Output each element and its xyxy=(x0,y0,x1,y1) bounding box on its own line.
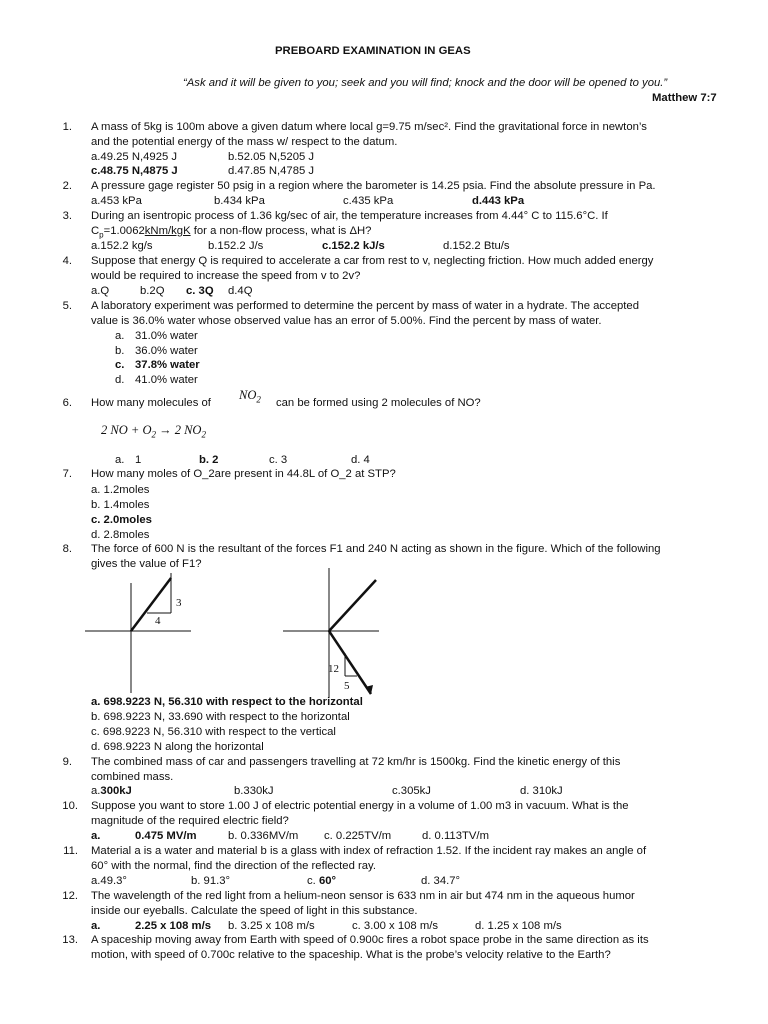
q6-choice-c: c. 3 xyxy=(269,454,288,466)
q12-choice-d: d. 1.25 x 108 m/s xyxy=(475,920,562,932)
q10-choice-d: d. 0.113TV/m xyxy=(422,830,489,842)
question-13-text-2: motion, with speed of 0.700c relative to the spaceship. What is the probe’s velocity relative to the Earth? xyxy=(91,949,611,961)
q4-choice-a: a.Q xyxy=(91,285,110,297)
q6-choice-d: d. 4 xyxy=(351,454,370,466)
q8-choice-a: a. 698.9223 N, 56.310 with respect to the horizontal xyxy=(91,696,363,708)
q7-choice-b: b. 1.4moles xyxy=(91,499,150,511)
question-13-text: A spaceship moving away from Earth with speed of 0.900c fires a robot space probe in the same direction as its xyxy=(91,934,649,946)
question-4-text-2: would be required to increase the speed from v to 2v? xyxy=(91,270,361,282)
question-8-number: 8. xyxy=(62,543,72,555)
question-4-number: 4. xyxy=(62,255,72,267)
q3-choice-d: d.152.2 Btu/s xyxy=(443,240,510,252)
q6-choice-b: b. 2 xyxy=(199,454,219,466)
question-1-text: A mass of 5kg is 100m above a given datum where local g=9.75 m/sec². Find the gravitational force in newton’s xyxy=(91,121,647,133)
question-1-number: 1. xyxy=(62,121,72,133)
question-9-number: 9. xyxy=(62,756,72,768)
q2-choice-d: d.443 kPa xyxy=(472,195,525,207)
q4-choice-c: c. 3Q xyxy=(186,285,214,297)
q1-choice-a: a.49.25 N,4925 J xyxy=(91,151,178,163)
q9-choice-c: c.305kJ xyxy=(392,785,431,797)
q11-choice-d: d. 34.7° xyxy=(421,875,461,887)
q1-choice-c: c.48.75 N,4875 J xyxy=(91,165,178,177)
q6-equation: 2 NO + $O_2 \to 2$ $NO_2$ xyxy=(101,423,206,440)
question-9-text-2: combined mass. xyxy=(91,771,174,783)
question-7-text: How many moles of O_2are present in 44.8L of O_2 at STP? xyxy=(91,468,396,480)
q5-choice-d-letter: d. xyxy=(115,374,125,386)
q9-choice-d: d. 310kJ xyxy=(520,785,563,797)
q6-formula: $NO_2$ xyxy=(239,388,261,405)
q5-choice-a: 31.0% water xyxy=(135,330,198,342)
fig-left-label-3: 3 xyxy=(176,597,182,609)
q9-choice-a: a.300kJ xyxy=(91,785,132,797)
q3-choice-c: c.152.2 kJ/s xyxy=(322,240,385,252)
q3-choice-a: a.152.2 kg/s xyxy=(91,240,153,252)
question-1-text-2: and the potential energy of the mass w/ respect to the datum. xyxy=(91,136,398,148)
question-11-text: Material a is a water and material b is a glass with index of refraction 1.52. If the incident ray makes an angle of xyxy=(91,845,647,857)
question-5-text: A laboratory experiment was performed to determine the percent by mass of water in a hydrate. The accepted xyxy=(91,300,639,312)
q10-choice-a-letter: a. xyxy=(91,830,101,842)
q5-choice-c: 37.8% water xyxy=(135,359,200,371)
question-4-text: Suppose that energy Q is required to accelerate a car from rest to v, neglecting friction. How much added energy xyxy=(91,255,654,267)
q8-choice-b: b. 698.9223 N, 33.690 with respect to the horizontal xyxy=(91,711,350,723)
force-diagram-right xyxy=(283,568,388,698)
q5-choice-d: 41.0% water xyxy=(135,374,198,386)
q6-choice-a-letter: a. xyxy=(115,454,125,466)
question-6-number: 6. xyxy=(62,397,72,409)
q1-choice-d: d.47.85 N,4785 J xyxy=(228,165,315,177)
q12-choice-b: b. 3.25 x 108 m/s xyxy=(228,920,315,932)
q3-choice-b: b.152.2 J/s xyxy=(208,240,264,252)
q12-choice-c: c. 3.00 x 108 m/s xyxy=(352,920,439,932)
question-6-text: How many molecules of xyxy=(91,397,211,409)
force-diagram-left xyxy=(85,568,205,693)
q11-choice-a: a.49.3° xyxy=(91,875,127,887)
fig-right-label-5: 5 xyxy=(344,680,350,692)
q8-choice-c: c. 698.9223 N, 56.310 with respect to the vertical xyxy=(91,726,336,738)
question-10-number: 10. xyxy=(62,800,78,812)
q7-choice-a: a. 1.2moles xyxy=(91,484,150,496)
question-2-text: A pressure gage register 50 psig in a region where the barometer is 14.25 psia. Find the absolute pressure in Pa. xyxy=(91,180,656,192)
q7-choice-d: d. 2.8moles xyxy=(91,529,150,541)
q4-choice-b: b.2Q xyxy=(140,285,165,297)
question-13-number: 13. xyxy=(62,934,78,946)
question-6-text-2: can be formed using 2 molecules of NO? xyxy=(276,397,481,409)
q5-choice-a-letter: a. xyxy=(115,330,125,342)
q7-choice-c: c. 2.0moles xyxy=(91,514,152,526)
question-2-number: 2. xyxy=(62,180,72,192)
q5-choice-c-letter: c. xyxy=(115,359,125,371)
q2-choice-b: b.434 kPa xyxy=(214,195,265,207)
question-10-text: Suppose you want to store 1.00 J of electric potential energy in a volume of 1.00 m3 in vacuum. What is the xyxy=(91,800,629,812)
question-3-text-2: $C_p=1.0062kNm$/kgK for a non-flow process, what is ΔH? xyxy=(91,225,372,240)
question-8-text: The force of 600 N is the resultant of the forces F1 and 240 N acting as shown in the figure. Which of the following xyxy=(91,543,661,555)
q2-choice-c: c.435 kPa xyxy=(343,195,394,207)
question-9-text: The combined mass of car and passengers travelling at 72 km/hr is 1500kg. Find the kinetic energy of this xyxy=(91,756,621,768)
q10-choice-c: c. 0.225TV/m xyxy=(324,830,392,842)
q11-choice-b: b. 91.3° xyxy=(191,875,231,887)
question-5-text-2: value is 36.0% water whose observed value has an error of 5.00%. Find the percent by mass of water. xyxy=(91,315,602,327)
question-3-text: During an isentropic process of 1.36 kg/sec of air, the temperature increases from 4.44° C to 115.6°C. If xyxy=(91,210,608,222)
fig-left-label-4: 4 xyxy=(155,615,161,627)
quote-source: Matthew 7:7 xyxy=(652,92,717,104)
q8-choice-d: d. 698.9223 N along the horizontal xyxy=(91,741,264,753)
question-3-number: 3. xyxy=(62,210,72,222)
q12-choice-a-letter: a. xyxy=(91,920,101,932)
q4-choice-d: d.4Q xyxy=(228,285,253,297)
q9-choice-b: b.330kJ xyxy=(234,785,274,797)
fig-right-label-12: 12 xyxy=(328,663,339,675)
question-7-number: 7. xyxy=(62,468,72,480)
q6-choice-a: 1 xyxy=(135,454,142,466)
q10-choice-b: b. 0.336MV/m xyxy=(228,830,299,842)
question-10-text-2: magnitude of the required electric field? xyxy=(91,815,289,827)
question-12-text: The wavelength of the red light from a helium-neon sensor is 633 nm in air but 474 nm in the aqueous humor xyxy=(91,890,635,902)
bible-quote: “Ask and it will be given to you; seek and you will find; knock and the door will be opened to you.” xyxy=(183,77,668,89)
page-title: PREBOARD EXAMINATION IN GEAS xyxy=(275,45,471,57)
q5-choice-b: 36.0% water xyxy=(135,345,198,357)
q12-choice-a: 2.25 x 108 m/s xyxy=(135,920,212,932)
question-8-text-2: gives the value of F1? xyxy=(91,558,202,570)
q1-choice-b: b.52.05 N,5205 J xyxy=(228,151,315,163)
question-11-text-2: 60° with the normal, find the direction of the reflected ray. xyxy=(91,860,376,872)
question-5-number: 5. xyxy=(62,300,72,312)
q10-choice-a: 0.475 MV/m xyxy=(135,830,197,842)
q5-choice-b-letter: b. xyxy=(115,345,125,357)
q2-choice-a: a.453 kPa xyxy=(91,195,142,207)
question-11-number: 11. xyxy=(63,845,78,857)
question-12-number: 12. xyxy=(62,890,78,902)
q11-choice-c: c. 60° xyxy=(307,875,337,887)
question-12-text-2: inside our eyeballs. Calculate the speed of light in this substance. xyxy=(91,905,418,917)
